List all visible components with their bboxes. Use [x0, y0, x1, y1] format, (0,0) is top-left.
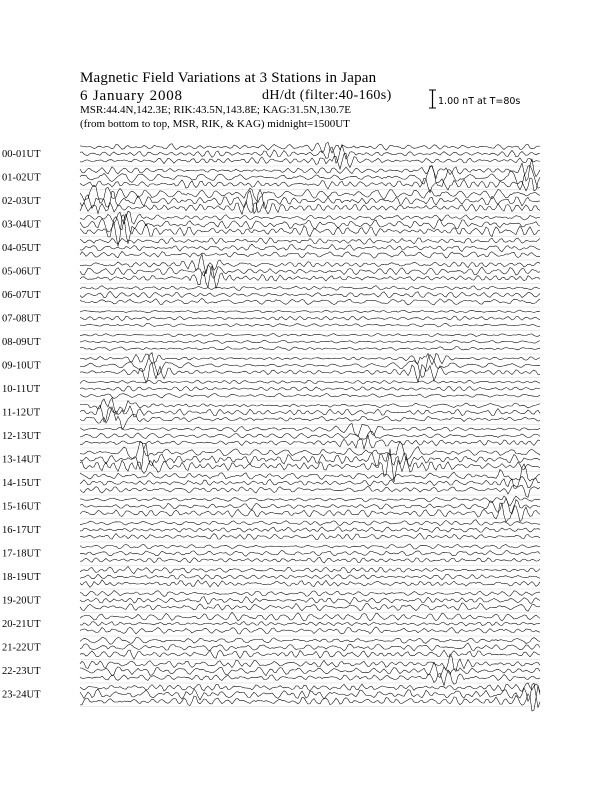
hour-label: 12-13UT [2, 431, 41, 442]
trace-msr [80, 215, 540, 247]
trace-msr [80, 251, 540, 258]
hour-label: 20-21UT [2, 619, 41, 630]
trace-msr [80, 558, 540, 564]
trace-rik [80, 431, 540, 439]
trace-rik [80, 550, 540, 556]
trace-msr [80, 266, 540, 289]
trace-kag [80, 159, 540, 181]
trace-msr [80, 603, 540, 611]
hour-label: 15-16UT [2, 501, 41, 513]
hour-label: 01-02UT [2, 172, 41, 184]
trace-kag [80, 333, 540, 336]
trace-rik [80, 574, 540, 580]
trace-msr [80, 449, 540, 482]
trace-kag [80, 544, 540, 549]
trace-rik [80, 643, 540, 651]
scale-label: 1.00 nT at T=80s [438, 96, 521, 107]
trace-msr [80, 201, 540, 214]
trace-kag [80, 566, 540, 573]
hour-label: 06-07UT [2, 290, 41, 301]
trace-kag [80, 286, 540, 291]
trace-rik [80, 622, 540, 627]
trace-rik [80, 405, 540, 422]
trace-msr [80, 407, 540, 429]
trace-msr [80, 580, 540, 588]
trace-kag [80, 238, 540, 245]
chart-filter: dH/dt (filter:40-160s) [262, 88, 392, 103]
trace-rik [80, 316, 540, 321]
trace-kag [80, 441, 540, 459]
hour-label: 02-03UT [2, 196, 41, 207]
hour-label: 22-23UT [2, 666, 41, 677]
trace-msr [80, 298, 540, 305]
hour-label: 04-05UT [2, 243, 41, 254]
trace-msr [80, 627, 540, 634]
trace-rik [80, 386, 540, 391]
trace-kag [80, 520, 540, 526]
trace-rik [80, 340, 540, 343]
trace-msr [80, 323, 540, 327]
trace-msr [80, 394, 540, 399]
station-coords: MSR:44.4N,142.3E; RIK:43.5N,143.8E; KAG:31.5N,130.7E [80, 104, 352, 116]
hour-label: 08-09UT [2, 337, 41, 348]
hour-label: 09-10UT [2, 360, 41, 372]
trace-rik [80, 214, 540, 234]
trace-rik [80, 597, 540, 605]
trace-msr [80, 686, 540, 711]
trace-rik [80, 291, 540, 298]
trace-rik [80, 190, 540, 214]
trace-msr [80, 363, 540, 383]
hour-label: 23-24UT [2, 689, 41, 701]
trace-rik [80, 527, 540, 533]
hour-label: 17-18UT [2, 548, 41, 560]
hour-label: 16-17UT [2, 525, 41, 536]
trace-kag [80, 142, 540, 153]
trace-msr [80, 346, 540, 350]
trace-rik [80, 244, 540, 252]
hour-label: 11-12UT [2, 407, 41, 419]
trace-kag [80, 185, 540, 203]
trace-kag [80, 683, 540, 695]
hour-label: 10-11UT [2, 384, 41, 395]
hour-label: 21-22UT [2, 642, 41, 654]
station-order-note: (from bottom to top, MSR, RIK, & KAG) midnight=1500UT [80, 118, 350, 130]
hour-label: 14-15UT [2, 478, 41, 489]
trace-msr [80, 153, 540, 169]
chart-date: 6 January 2008 [80, 88, 183, 104]
chart-title: Magnetic Field Variations at 3 Stations in Japan [80, 70, 377, 86]
hour-label: 05-06UT [2, 266, 41, 278]
trace-kag [80, 637, 540, 644]
hour-label: 19-20UT [2, 595, 41, 607]
hour-label: 00-01UT [2, 149, 41, 160]
trace-rik [80, 353, 540, 378]
trace-kag [80, 354, 540, 365]
hour-label: 03-04UT [2, 219, 41, 231]
hour-label: 07-08UT [2, 313, 41, 325]
trace-msr [80, 670, 540, 686]
trace-msr [80, 650, 540, 659]
trace-msr [80, 485, 540, 497]
trace-msr [80, 533, 540, 540]
trace-kag [80, 591, 540, 597]
trace-rik [80, 476, 540, 488]
trace-rik [80, 265, 540, 278]
trace-kag [80, 380, 540, 384]
hour-label: 18-19UT [2, 572, 41, 583]
trace-kag [80, 310, 540, 313]
trace-kag [80, 496, 540, 506]
trace-kag [80, 612, 540, 621]
hour-label: 13-14UT [2, 454, 41, 466]
